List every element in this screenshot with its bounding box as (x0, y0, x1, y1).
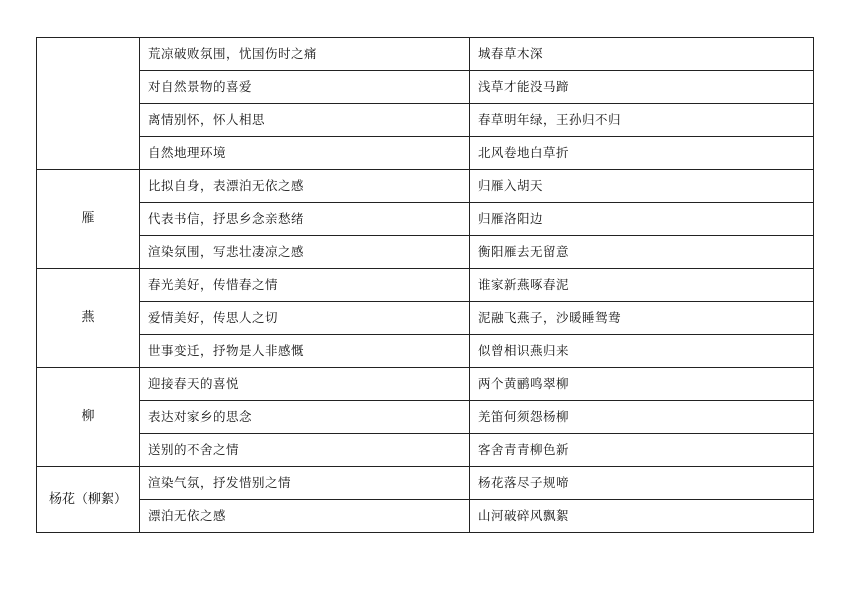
table-row (37, 236, 814, 269)
meaning-cell: 送别的不舍之情 (140, 434, 470, 467)
table-row (37, 302, 814, 335)
table-row (37, 500, 814, 533)
poem-line-cell: 似曾相识燕归来 (470, 335, 814, 368)
meaning-cell: 离情别怀，怀人相思 (140, 104, 470, 137)
poem-line-cell: 浅草才能没马蹄 (470, 71, 814, 104)
meaning-cell: 表达对家乡的思念 (140, 401, 470, 434)
meaning-cell: 代表书信，抒思乡念亲愁绪 (140, 203, 470, 236)
table-row (37, 203, 814, 236)
table-row (37, 467, 814, 500)
imagery-table (36, 37, 814, 533)
table-row (37, 368, 814, 401)
poem-line-cell: 山河破碎风飘絮 (470, 500, 814, 533)
meaning-cell: 春光美好，传惜春之情 (140, 269, 470, 302)
meaning-cell: 比拟自身，表漂泊无依之感 (140, 170, 470, 203)
meaning-cell: 荒凉破败氛围，忧国伤时之痛 (140, 38, 470, 71)
meaning-cell: 世事变迁，抒物是人非感慨 (140, 335, 470, 368)
table-row (37, 335, 814, 368)
table-row (37, 137, 814, 170)
table-row (37, 401, 814, 434)
poem-line-cell: 杨花落尽子规啼 (470, 467, 814, 500)
table-row (37, 71, 814, 104)
poem-line-cell: 北风卷地白草折 (470, 137, 814, 170)
poem-line-cell: 客舍青青柳色新 (470, 434, 814, 467)
poem-line-cell: 归雁洛阳边 (470, 203, 814, 236)
meaning-cell: 漂泊无依之感 (140, 500, 470, 533)
table-row (37, 104, 814, 137)
category-cell: 雁 (37, 170, 140, 269)
poem-line-cell: 谁家新燕啄春泥 (470, 269, 814, 302)
meaning-cell: 自然地理环境 (140, 137, 470, 170)
meaning-cell: 爱情美好，传思人之切 (140, 302, 470, 335)
category-cell (37, 38, 140, 170)
meaning-cell: 迎接春天的喜悦 (140, 368, 470, 401)
poem-line-cell: 城春草木深 (470, 38, 814, 71)
table-row (37, 38, 814, 71)
imagery-table-body (37, 38, 814, 533)
table-row (37, 434, 814, 467)
meaning-cell: 渲染气氛，抒发惜别之情 (140, 467, 470, 500)
poem-line-cell: 归雁入胡天 (470, 170, 814, 203)
poem-line-cell: 羌笛何须怨杨柳 (470, 401, 814, 434)
category-cell: 燕 (37, 269, 140, 368)
meaning-cell: 渲染氛围，写悲壮凄凉之感 (140, 236, 470, 269)
poem-line-cell: 两个黄鹂鸣翠柳 (470, 368, 814, 401)
table-row (37, 170, 814, 203)
poem-line-cell: 春草明年绿，王孙归不归 (470, 104, 814, 137)
poem-line-cell: 泥融飞燕子，沙暖睡鸳鸯 (470, 302, 814, 335)
category-cell: 杨花（柳絮） (37, 467, 140, 533)
category-cell: 柳 (37, 368, 140, 467)
meaning-cell: 对自然景物的喜爱 (140, 71, 470, 104)
poem-line-cell: 衡阳雁去无留意 (470, 236, 814, 269)
table-row (37, 269, 814, 302)
